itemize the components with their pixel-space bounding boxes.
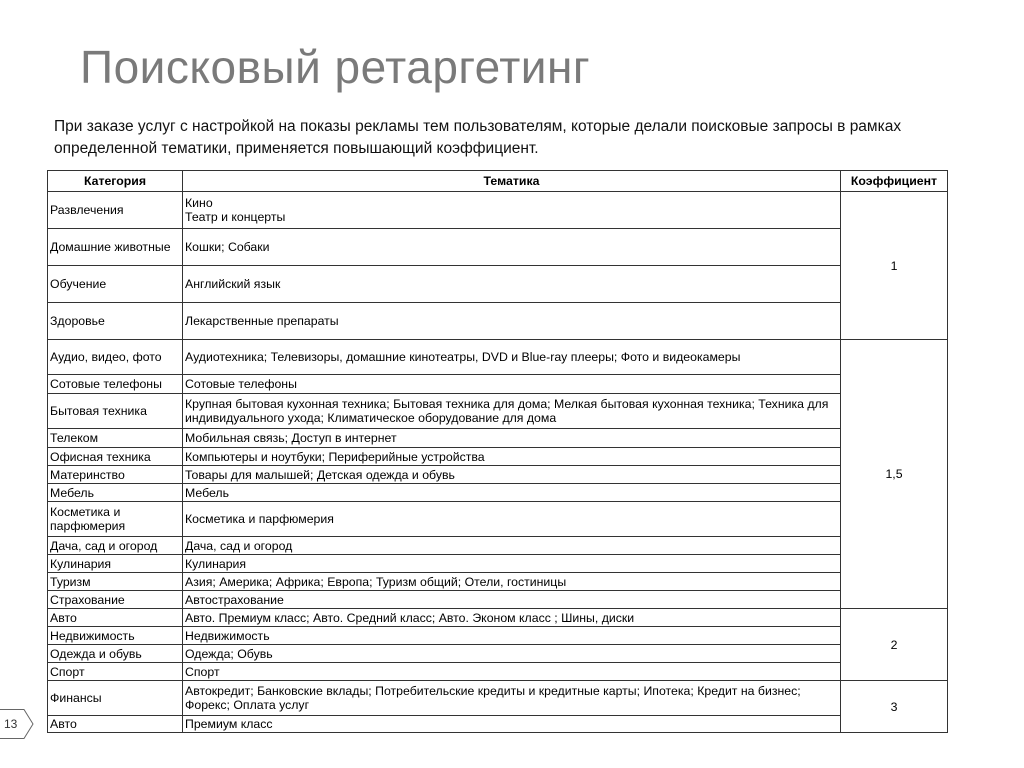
category-cell: Финансы — [48, 681, 183, 716]
intro-text: При заказе услуг с настройкой на показы рекламы тем пользователям, которые делали поисковые запросы в рамках определенной тематики, применяется повышающий коэффициент. — [54, 118, 902, 157]
coefficient-cell: 2 — [841, 609, 948, 681]
topic-cell: Азия; Америка; Африка; Европа; Туризм общий; Отели, гостиницы — [183, 573, 841, 591]
topic-cell: Кино Театр и концерты — [183, 192, 841, 229]
table-row — [48, 484, 948, 502]
category-cell: Авто — [48, 609, 183, 627]
category-cell: Авто — [48, 716, 183, 733]
category-cell: Обучение — [48, 266, 183, 303]
topic-cell: Одежда; Обувь — [183, 645, 841, 663]
table-row — [48, 303, 948, 340]
table-row — [48, 375, 948, 394]
table-row — [48, 663, 948, 681]
topic-cell: Кошки; Собаки — [183, 229, 841, 266]
topic-cell: Мобильная связь; Доступ в интернет — [183, 429, 841, 448]
table-row — [48, 466, 948, 484]
category-cell: Домашние животные — [48, 229, 183, 266]
page-number: 13 — [4, 717, 18, 731]
table-row — [48, 229, 948, 266]
topic-cell: Автокредит; Банковские вклады; Потребительские кредиты и кредитные карты; Ипотека; Кредит на бизнес; Форекс; Оплата услуг — [183, 681, 841, 716]
category-cell: Офисная техника — [48, 448, 183, 466]
topic-cell: Спорт — [183, 663, 841, 681]
table-row — [48, 340, 948, 375]
category-cell: Мебель — [48, 484, 183, 502]
table-row — [48, 448, 948, 466]
category-cell: Аудио, видео, фото — [48, 340, 183, 375]
table-row — [48, 681, 948, 716]
topic-cell: Сотовые телефоны — [183, 375, 841, 394]
topic-cell: Недвижимость — [183, 627, 841, 645]
category-cell: Туризм — [48, 573, 183, 591]
table-header-row — [48, 171, 948, 192]
header-topic: Тематика — [183, 171, 841, 192]
coefficient-table — [47, 170, 948, 733]
topic-cell: Авто. Премиум класс; Авто. Средний класс; Авто. Эконом класс ; Шины, диски — [183, 609, 841, 627]
category-cell: Сотовые телефоны — [48, 375, 183, 394]
coefficient-cell: 1 — [841, 192, 948, 340]
slide-title: Поисковый ретаргетинг — [80, 41, 591, 93]
category-cell: Одежда и обувь — [48, 645, 183, 663]
coefficient-cell: 1,5 — [841, 340, 948, 609]
table-row — [48, 716, 948, 733]
topic-cell: Косметика и парфюмерия — [183, 502, 841, 537]
category-cell: Дача, сад и огород — [48, 537, 183, 555]
table-row — [48, 429, 948, 448]
topic-cell: Лекарственные препараты — [183, 303, 841, 340]
topic-cell: Мебель — [183, 484, 841, 502]
table-row — [48, 627, 948, 645]
table-row — [48, 591, 948, 609]
topic-cell: Аудиотехника; Телевизоры, домашние кинотеатры, DVD и Blue-ray плееры; Фото и видеокамеры — [183, 340, 841, 375]
category-cell: Недвижимость — [48, 627, 183, 645]
topic-cell: Дача, сад и огород — [183, 537, 841, 555]
page-number-marker — [0, 709, 34, 739]
category-cell: Материнство — [48, 466, 183, 484]
category-cell: Развлечения — [48, 192, 183, 229]
header-category: Категория — [48, 171, 183, 192]
topic-cell: Товары для малышей; Детская одежда и обувь — [183, 466, 841, 484]
table-row — [48, 537, 948, 555]
topic-cell: Компьютеры и ноутбуки; Периферийные устройства — [183, 448, 841, 466]
topic-cell: Английский язык — [183, 266, 841, 303]
category-cell: Бытовая техника — [48, 394, 183, 429]
table-row — [48, 266, 948, 303]
table-row — [48, 555, 948, 573]
table-row — [48, 192, 948, 229]
category-cell: Телеком — [48, 429, 183, 448]
category-cell: Спорт — [48, 663, 183, 681]
table-row — [48, 573, 948, 591]
category-cell: Косметика и парфюмерия — [48, 502, 183, 537]
topic-cell: Крупная бытовая кухонная техника; Бытовая техника для дома; Мелкая бытовая кухонная техника; Техника для индивидуального ухода; Климатическое оборудование для дома — [183, 394, 841, 429]
header-coefficient: Коэффициент — [841, 171, 948, 192]
table-row — [48, 645, 948, 663]
category-cell: Страхование — [48, 591, 183, 609]
table-row — [48, 394, 948, 429]
topic-cell: Автострахование — [183, 591, 841, 609]
category-cell: Здоровье — [48, 303, 183, 340]
category-cell: Кулинария — [48, 555, 183, 573]
topic-cell: Премиум класс — [183, 716, 841, 733]
coefficient-cell: 3 — [841, 681, 948, 733]
topic-cell: Кулинария — [183, 555, 841, 573]
table-row — [48, 502, 948, 537]
table-row — [48, 609, 948, 627]
